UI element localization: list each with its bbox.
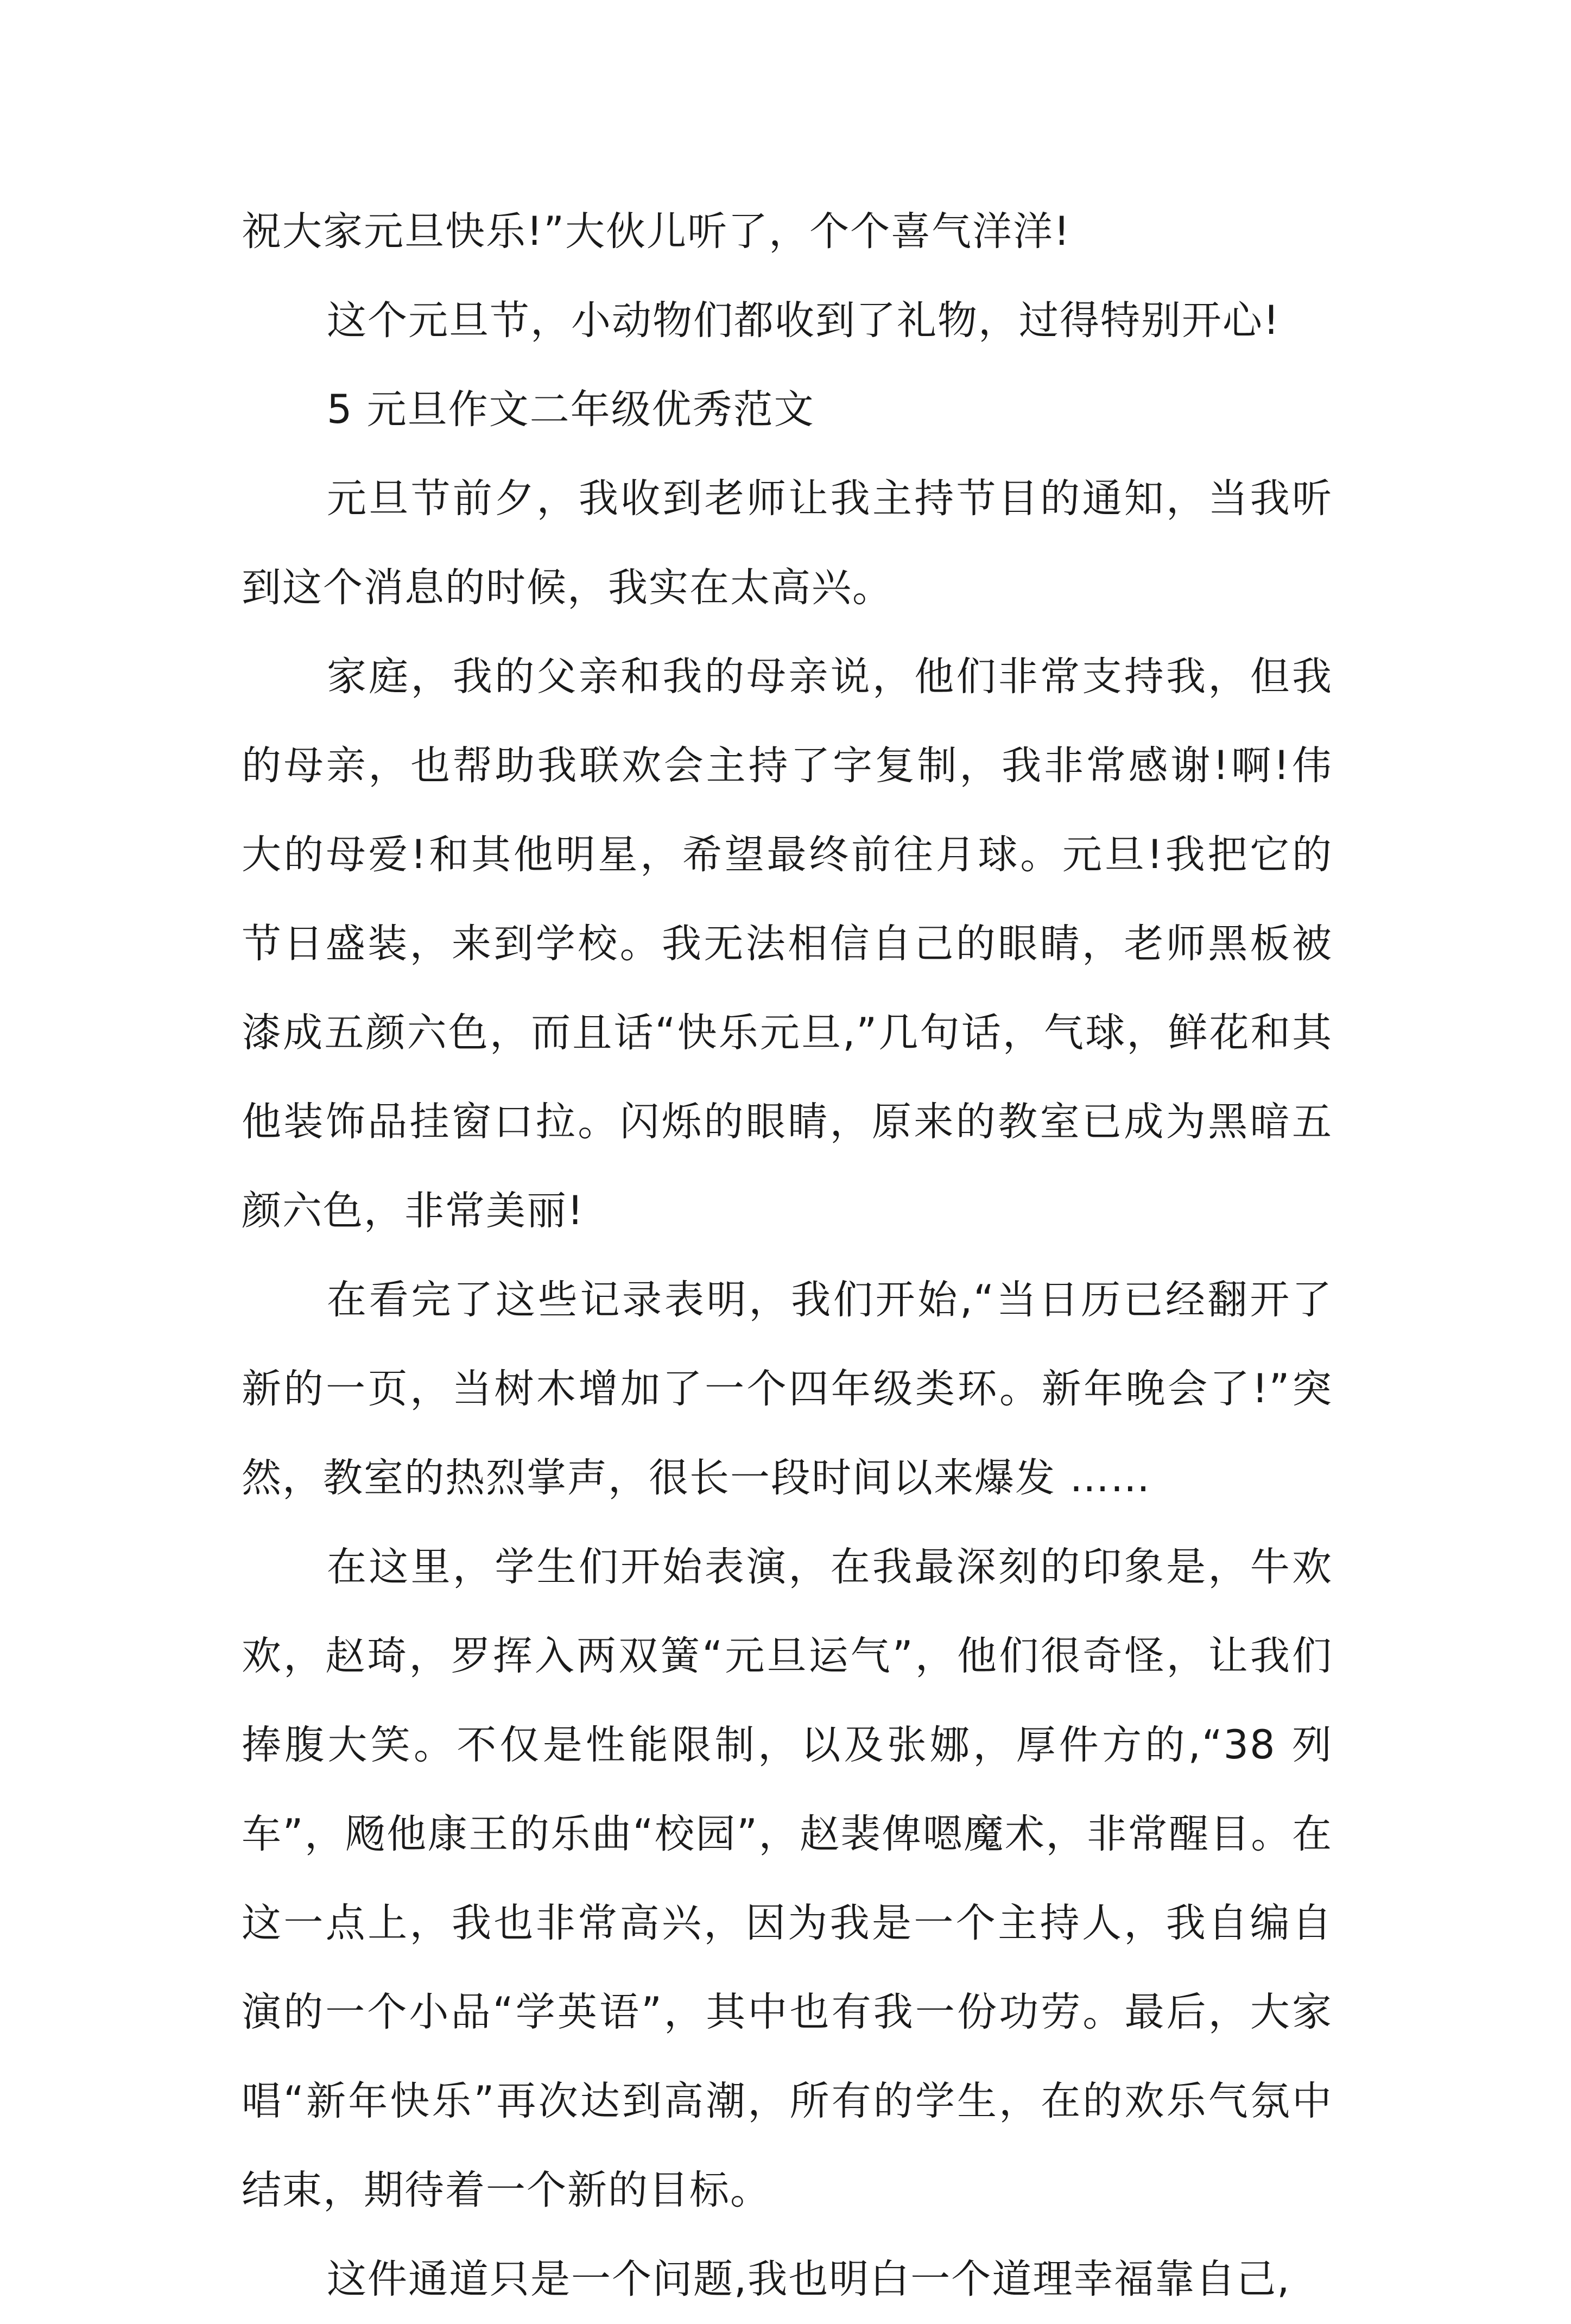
paragraph-4: 家庭，我的父亲和我的母亲说，他们非常支持我，但我的母亲，也帮助我联欢会主持了字复制，我非常感谢!啊!伟大的母爱!和其他明星，希望最终前往月球。元旦!我把它的节日盛装，来到学校。我无法相信自己的眼睛，老师黑板被漆成五颜六色，而且话“快乐元旦,”几句话，气球，鲜花和其他装饰品挂窗口拉。闪烁的眼睛，原来的教室已成为黑暗五颜六色，非常美丽! <box>242 654 1333 1234</box>
paragraph-6: 在这里，学生们开始表演，在我最深刻的印象是，牛欢欢，赵琦，罗挥入两双簧“元旦运气”，他们很奇怪，让我们捧腹大笑。不仅是性能限制，以及张娜，厚件方的,“38 列车”，飏他康王的乐曲“校园”，赵裴俾嗯魔术，非常醒目。在这一点上，我也非常高兴，因为我是一个主持人，我自编自演的一个小品“学英语”，其中也有我一份功劳。最后，大家唱“新年快乐”再次达到高潮，所有的学生，在的欢乐气氛中结束，期待着一个新的目标。 <box>242 1544 1333 2213</box>
section-heading: 5 元旦作文二年级优秀范文 <box>327 387 815 433</box>
paragraph-5: 在看完了这些记录表明，我们开始,“当日历已经翻开了新的一页，当树木增加了一个四年级类环。新年晚会了!”突然，教室的热烈掌声，很长一段时间以来爆发 …… <box>242 1277 1333 1501</box>
paragraph-3: 元旦节前夕，我收到老师让我主持节目的通知，当我听到这个消息的时候，我实在太高兴。 <box>242 476 1333 611</box>
document-body <box>242 187 1333 2324</box>
paragraph-1: 祝大家元旦快乐!”大伙儿听了，个个喜气洋洋! <box>242 208 1071 255</box>
paragraph-7: 这件通道只是一个问题,我也明白一个道理幸福靠自己, <box>327 2256 1291 2302</box>
paragraph-2: 这个元旦节，小动物们都收到了礼物，过得特别开心! <box>327 297 1281 344</box>
